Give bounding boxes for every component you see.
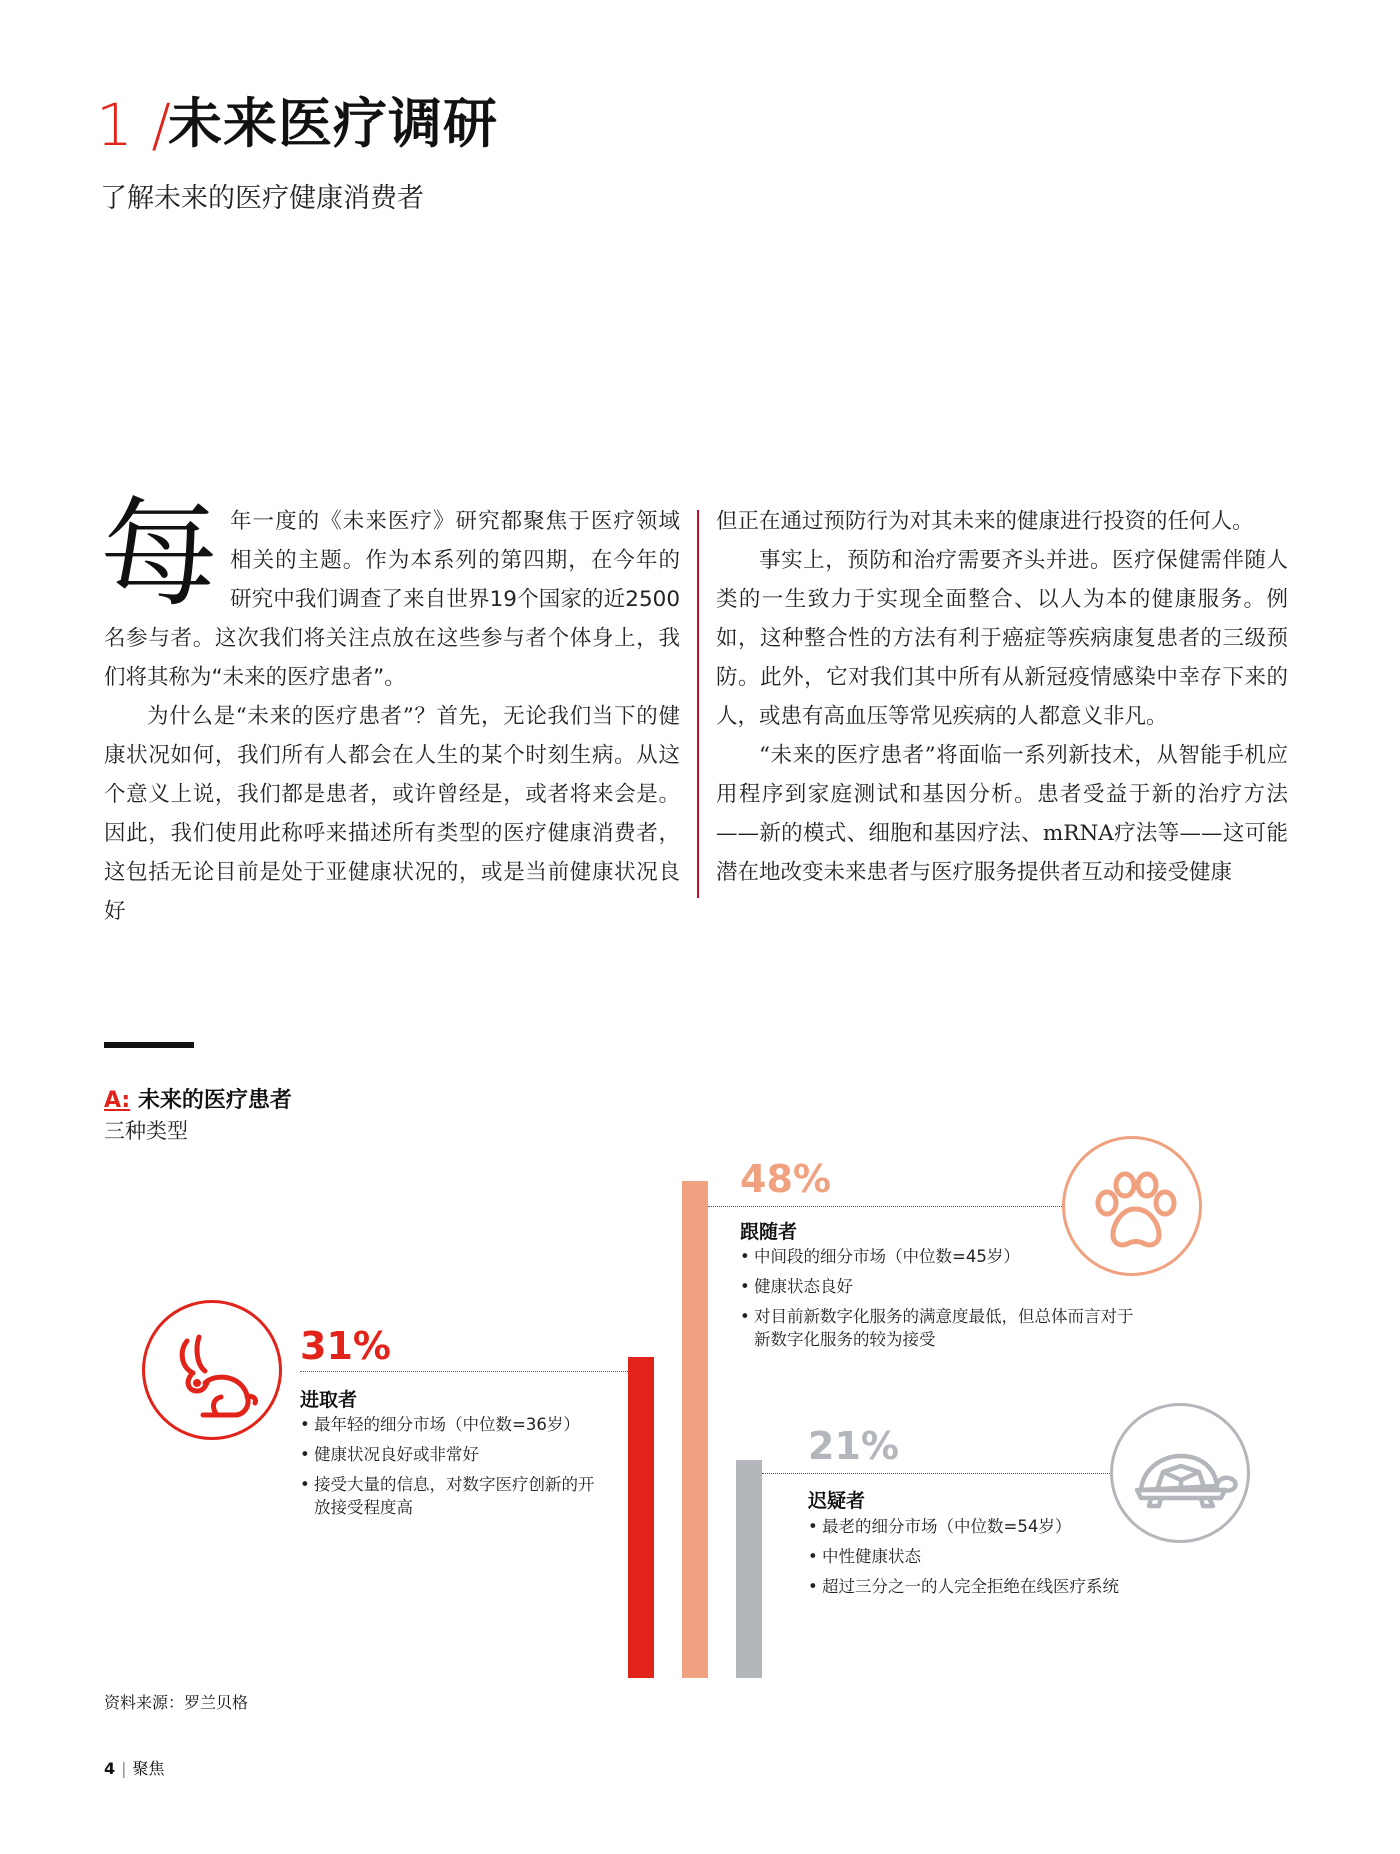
exhibit-title: [104, 1083, 292, 1114]
rabbit-icon: [145, 1303, 285, 1443]
footer-separator: |: [121, 1759, 127, 1778]
leader-line-1: [300, 1371, 628, 1372]
drop-cap: 每: [100, 485, 219, 623]
segment-1-icon-circle: [142, 1300, 282, 1440]
segment-2-name: 跟随者: [740, 1221, 798, 1243]
page-subtitle: 了解未来的医疗健康消费者: [100, 183, 424, 214]
exhibit-letter: A:: [104, 1088, 131, 1113]
footer-section: 聚焦: [132, 1759, 165, 1778]
intro-text: 年一度的《未来医疗》研究都聚焦于医疗领域相关的主题。作为本系列的第四期，在今年的研究中我们调查了来自世界19个国家的近2500名参与者。这次我们将关注点放在这些参与者个体身上，我们将其称为“未来的医疗患者”。: [104, 509, 680, 690]
segment-2-bullet: • 对目前新数字化服务的满意度最低，但总体而言对于新数字化服务的较为接受: [740, 1305, 1140, 1351]
segment-2-bullet: • 健康状态良好: [740, 1275, 1140, 1298]
bar-segment-3: [736, 1460, 762, 1678]
leader-line-3: [762, 1473, 1114, 1474]
percentage-segment-3: 21%: [808, 1424, 899, 1468]
intro-paragraph: [100, 485, 680, 697]
turtle-icon: [1113, 1406, 1253, 1546]
segment-3-bullet: • 中性健康状态: [808, 1545, 1188, 1568]
page-number: 4: [104, 1759, 116, 1778]
segment-1-bullet: • 接受大量的信息，对数字医疗创新的开放接受程度高: [300, 1473, 610, 1519]
leader-line-2: [708, 1206, 1066, 1207]
exhibit-rule: [104, 1042, 194, 1048]
segment-1-bullets: [300, 1413, 610, 1526]
segment-3-name: 迟疑者: [808, 1490, 866, 1512]
page-title: 未来医疗调研: [168, 92, 498, 155]
bar-segment-2: [682, 1181, 708, 1678]
segment-2-bullet: • 中间段的细分市场（中位数=45岁）: [740, 1245, 1140, 1268]
source-note: 资料来源：罗兰贝格: [104, 1693, 249, 1712]
segment-3-bullet: • 最老的细分市场（中位数=54岁）: [808, 1515, 1188, 1538]
segment-1-bullet: • 健康状况良好或非常好: [300, 1443, 610, 1466]
segment-3-bullet: • 超过三分之一的人完全拒绝在线医疗系统: [808, 1575, 1188, 1598]
page-footer: [104, 1756, 165, 1779]
paragraph-2-continued: 但正在通过预防行为对其未来的健康进行投资的任何人。: [716, 509, 1254, 534]
column-divider: [697, 510, 699, 898]
exhibit-subtitle: 三种类型: [104, 1119, 188, 1143]
section-number: 1 /: [96, 91, 171, 159]
percentage-segment-1: 31%: [300, 1324, 391, 1368]
body-column-1: [100, 485, 680, 931]
body-column-2: [716, 502, 1288, 892]
bar-segment-1: [628, 1357, 654, 1678]
segment-1-bullet: • 最年轻的细分市场（中位数=36岁）: [300, 1413, 610, 1436]
paw-icon: [1065, 1139, 1205, 1279]
exhibit-title-text: 未来的医疗患者: [137, 1088, 292, 1113]
paragraph-2: 为什么是“未来的医疗患者”？首先，无论我们当下的健康状况如何，我们所有人都会在人生的某个时刻生病。从这个意义上说，我们都是患者，或许曾经是，或者将来会是。因此，我们使用此称呼来描述所有类型的医疗健康消费者，这包括无论目前是处于亚健康状况的，或是当前健康状况良好: [104, 704, 680, 924]
paragraph-4: “未来的医疗患者”将面临一系列新技术，从智能手机应用程序到家庭测试和基因分析。患者受益于新的治疗方法——新的模式、细胞和基因疗法、mRNA疗法等——这可能潜在地改变未来患者与医疗服务提供者互动和接受健康: [716, 743, 1288, 885]
segment-2-icon-circle: [1062, 1136, 1202, 1276]
paragraph-3: 事实上，预防和治疗需要齐头并进。医疗保健需伴随人类的一生致力于实现全面整合、以人为本的健康服务。例如，这种整合性的方法有利于癌症等疾病康复患者的三级预防。此外，它对我们其中所有从新冠疫情感染中幸存下来的人，或患有高血压等常见疾病的人都意义非凡。: [716, 548, 1288, 729]
segment-3-icon-circle: [1110, 1403, 1250, 1543]
percentage-segment-2: 48%: [740, 1157, 831, 1201]
segment-1-name: 进取者: [300, 1389, 358, 1411]
